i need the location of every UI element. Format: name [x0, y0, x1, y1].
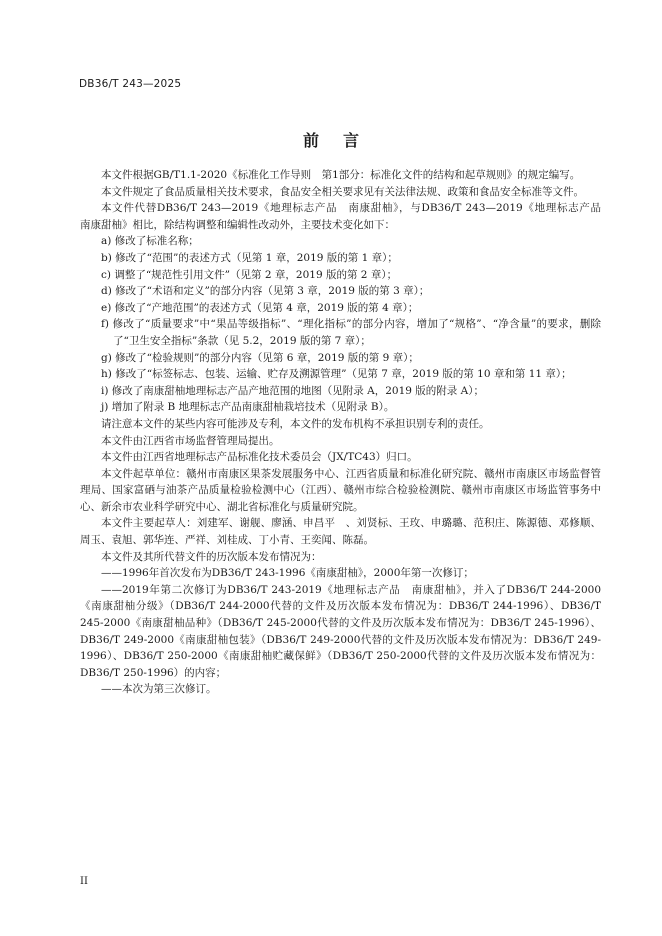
paragraph-scope-note: 本文件规定了食品质量相关技术要求，食品安全相关要求见有关法律法规、政策和食品安全标准等文件。	[101, 185, 584, 198]
change-item-g: g) 修改了“检验规则”的部分内容（见第 6 章，2019 版的第 9 章）；	[101, 351, 419, 364]
change-item-e: e) 修改了“产地范围”的表述方式（见第 4 章，2019 版的第 4 章）；	[101, 301, 419, 314]
document-id: DB36/T 243—2025	[79, 78, 182, 90]
paragraph-administered-by: 本文件由江西省地理标志产品标准化技术委员会（JX/TC43）归口。	[101, 451, 418, 464]
change-item-d: d) 修改了“术语和定义”的部分内容（见第 3 章，2019 版的第 3 章）；	[101, 285, 430, 298]
version-history-current: ——本次为第三次修订。	[101, 683, 217, 696]
foreword-body	[80, 167, 612, 698]
page-number: II	[80, 876, 88, 887]
change-item-f: f) 修改了“质量要求”中“果品等级指标”、“理化指标”的部分内容，增加了“规格”、“净含量”的要求，删除了“卫生安全指标”条款（见 5.2，2019 版的第 7 章）；	[101, 318, 601, 347]
paragraph-drafting-units: 本文件起草单位：赣州市南康区果茶发展服务中心、江西省质量和标准化研究院、赣州市南康区市场监督管理局、国家富硒与油茶产品质量检验检测中心（江西）、赣州市综合检验检测院、赣州市南康区市场监管事务中心、新余市农业科学研究中心、湖北省标准化与质量研究院。	[80, 467, 601, 513]
paragraph-drafting-rule: 本文件根据GB/T1.1-2020《标准化工作导则 第1部分：标准化文件的结构和起草规则》的规定编写。	[101, 169, 581, 181]
change-item-h: h) 修改了“标签标志、包装、运输、贮存及溯源管理”（见第 7 章，2019 版的第 10 章和第 11 章）；	[101, 368, 572, 381]
paragraph-drafters: 本文件主要起草人：刘建军、谢舰、廖涵、申昌平 、刘贤标、王玫、申璐璐、范积庄、陈源德、邓修顺、周玉、袁旭、郭华连、严祥、刘桂成、丁小青、王奕闻、陈磊。	[80, 517, 601, 547]
change-item-b: b) 修改了“范围”的表述方式（见第 1 章，2019 版的第 1 章）；	[101, 251, 398, 264]
version-history-2019: ——2019年第二次修订为DB36/T 243-2019《地理标志产品 南康甜柚》，并入了DB36/T 244-2000《南康甜柚分级》（DB36/T 244-2000代替的文件及历次版本发布情况为：DB36/T 244-1996）、DB36/T 245-2000《南康甜柚品种》（DB36/T 245-2000代替的文件及历次版本发布情况为：DB36/T 245-1996）、DB36/T 249-2000《南康甜柚包装》（DB36/T 249-2000代替的文件及历次版本发布情况为：DB36/T 249-1996）、DB36/T 250-2000《南康甜柚贮藏保鲜》（DB36/T 250-2000代替的文件及历次版本发布情况为：DB36/T 250-1996）的内容；	[80, 583, 601, 679]
version-history-1996: ——1996年首次发布为DB36/T 243-1996《南康甜柚》，2000年第一次修订；	[101, 567, 474, 580]
paragraph-patent-notice: 请注意本文件的某些内容可能涉及专利，本文件的发布机构不承担识别专利的责任。	[101, 417, 490, 430]
paragraph-proposed-by: 本文件由江西省市场监督管理局提出。	[101, 434, 280, 447]
change-item-j: j) 增加了附录 B 地理标志产品南康甜柚栽培技术（见附录 B）。	[101, 401, 395, 414]
paragraph-version-history-intro: 本文件及其所代替文件的历次版本发布情况为：	[101, 550, 322, 563]
change-item-c: c) 调整了“规范性引用文件”（见第 2 章，2019 版的第 2 章）；	[101, 268, 398, 281]
change-item-i: i) 修改了南康甜柚地理标志产品产地范围的地图（见附录 A，2019 版的附录 A）；	[101, 384, 484, 397]
paragraph-replacement: 本文件代替DB36/T 243—2019《地理标志产品 南康甜柚》，与DB36/T 243—2019《地理标志产品 南康甜柚》相比，除结构调整和编辑性改动外，主要技术变化如下：	[80, 202, 612, 231]
page-title: 前言	[302, 131, 383, 150]
change-item-a: a) 修改了标准名称；	[101, 235, 199, 248]
